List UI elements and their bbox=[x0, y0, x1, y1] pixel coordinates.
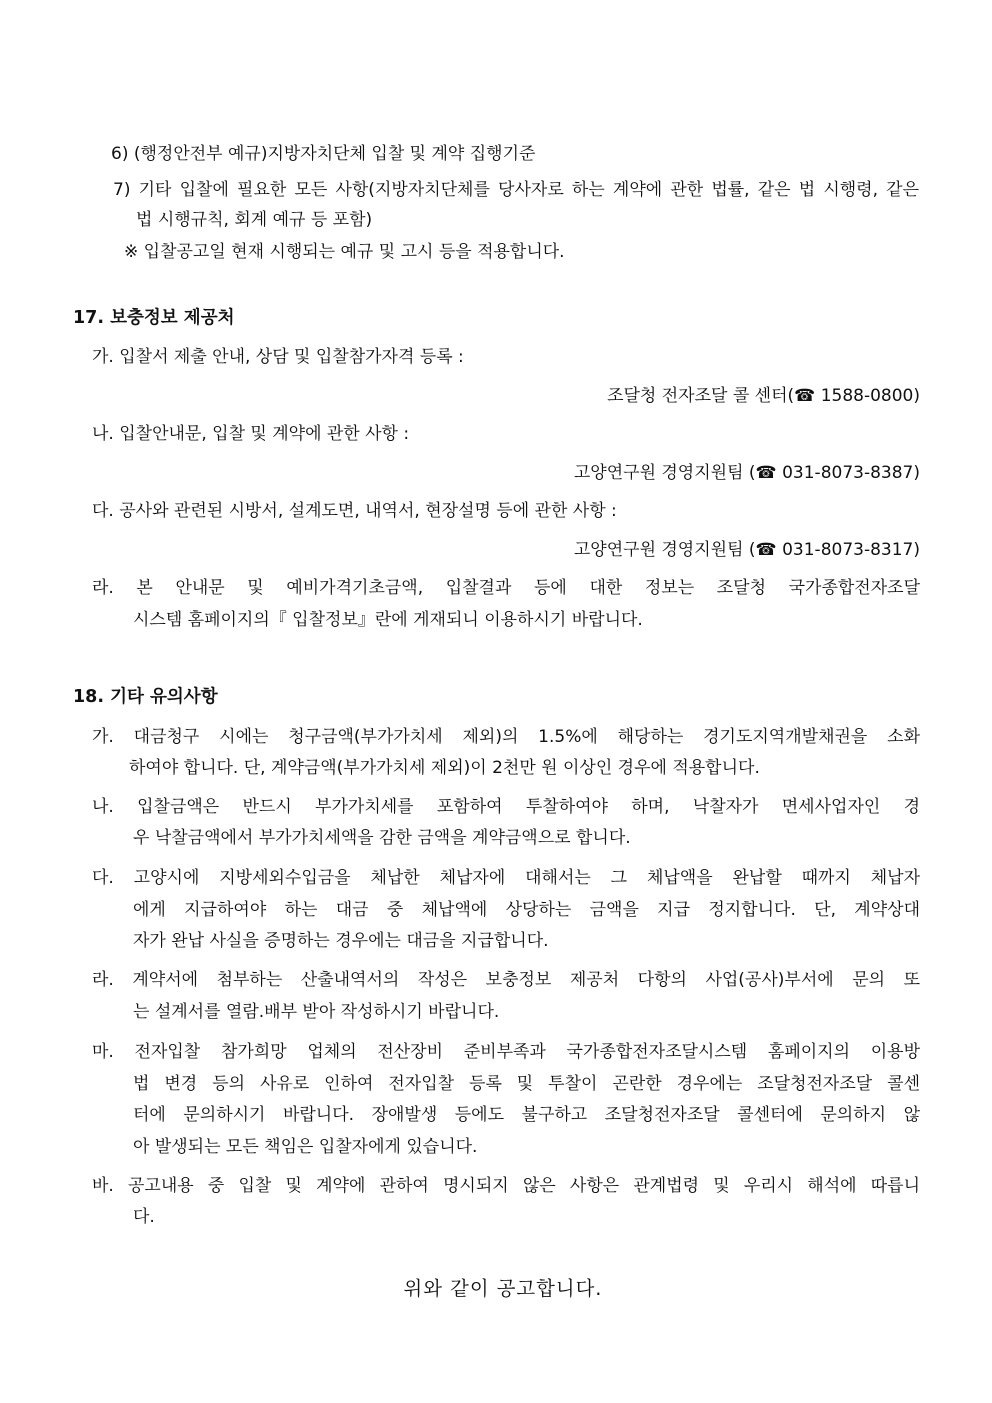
section-17-item-na: 나. 입찰안내문, 입찰 및 계약에 관한 사항 : bbox=[92, 424, 410, 444]
section-18-item-ma-line-2: 법 변경 등의 사유로 인하여 전자입찰 등록 및 투찰이 곤란한 경우에는 조달청전자조달 콜센 bbox=[133, 1074, 920, 1094]
section-17-na-contact: 고양연구원 경영지원팀 (☎ 031-8073-8387) bbox=[573, 463, 920, 483]
section-17-title: 17. 보충정보 제공처 bbox=[73, 308, 235, 328]
closing-statement: 위와 같이 공고합니다. bbox=[403, 1277, 603, 1300]
section-17-item-ra-line-1: 라. 본 안내문 및 예비가격기초금액, 입찰결과 등에 대한 정보는 조달청 국가종합전자조달 bbox=[92, 578, 920, 598]
section-18-item-da-line-1: 다. 고양시에 지방세외수입금을 체납한 체납자에 대해서는 그 체납액을 완납할 때까지 체납자 bbox=[92, 868, 920, 888]
section-18-item-na-line-1: 나. 입찰금액은 반드시 부가가치세를 포함하여 투찰하여야 하며, 낙찰자가 면세사업자인 경 bbox=[92, 797, 920, 817]
intro-note: ※ 입찰공고일 현재 시행되는 예규 및 고시 등을 적용합니다. bbox=[124, 242, 565, 262]
section-17-ga-contact: 조달청 전자조달 콜 센터(☎ 1588-0800) bbox=[607, 386, 920, 406]
section-18-item-ra-line-1: 라. 계약서에 첨부하는 산출내역서의 작성은 보충정보 제공처 다항의 사업(공사)부서에 문의 또 bbox=[92, 970, 920, 990]
section-17-item-ga: 가. 입찰서 제출 안내, 상담 및 입찰참가자격 등록 : bbox=[92, 347, 464, 367]
intro-item-6: 6) (행정안전부 예규)지방자치단체 입찰 및 계약 집행기준 bbox=[111, 144, 536, 164]
intro-item-7-line-2: 법 시행규칙, 회계 예규 등 포함) bbox=[136, 210, 373, 230]
section-18-title: 18. 기타 유의사항 bbox=[73, 687, 218, 707]
section-18-item-ma-line-1: 마. 전자입찰 참가희망 업체의 전산장비 준비부족과 국가종합전자조달시스템 홈페이지의 이용방 bbox=[92, 1042, 920, 1062]
section-17-da-contact: 고양연구원 경영지원팀 (☎ 031-8073-8317) bbox=[573, 540, 920, 560]
section-18-item-da-line-3: 자가 완납 사실을 증명하는 경우에는 대금을 지급합니다. bbox=[133, 931, 549, 951]
section-18-item-ra-line-2: 는 설계서를 열람.배부 받아 작성하시기 바랍니다. bbox=[133, 1002, 500, 1022]
section-18-item-da-line-2: 에게 지급하여야 하는 대금 중 체납액에 상당하는 금액을 지급 정지합니다. 단, 계약상대 bbox=[133, 900, 920, 920]
section-17-item-da: 다. 공사와 관련된 시방서, 설계도면, 내역서, 현장설명 등에 관한 사항 : bbox=[92, 501, 617, 521]
section-18-item-ma-line-3: 터에 문의하시기 바랍니다. 장애발생 등에도 불구하고 조달청전자조달 콜센터에 문의하지 않 bbox=[133, 1105, 920, 1125]
intro-item-7-line-1: 7) 기타 입찰에 필요한 모든 사항(지방자치단체를 당사자로 하는 계약에 관한 법률, 같은 법 시행령, 같은 bbox=[113, 180, 919, 200]
section-18-item-ma-line-4: 아 발생되는 모든 책임은 입찰자에게 있습니다. bbox=[133, 1137, 478, 1157]
section-18-item-ba-line-1: 바. 공고내용 중 입찰 및 계약에 관하여 명시되지 않은 사항은 관계법령 및 우리시 해석에 따릅니 bbox=[92, 1176, 920, 1196]
section-18-item-na-line-2: 우 낙찰금액에서 부가가치세액을 감한 금액을 계약금액으로 합니다. bbox=[133, 828, 631, 848]
section-17-item-ra-line-2: 시스템 홈페이지의『 입찰정보』란에 게재되니 이용하시기 바랍니다. bbox=[133, 610, 643, 630]
section-18-item-ga-line-1: 가. 대금청구 시에는 청구금액(부가가치세 제외)의 1.5%에 해당하는 경기도지역개발채권을 소화 bbox=[92, 727, 920, 747]
section-18-item-ga-line-2: 하여야 합니다. 단, 계약금액(부가가치세 제외)이 2천만 원 이상인 경우에 적용합니다. bbox=[129, 758, 760, 778]
section-18-item-ba-line-2: 다. bbox=[133, 1207, 155, 1227]
